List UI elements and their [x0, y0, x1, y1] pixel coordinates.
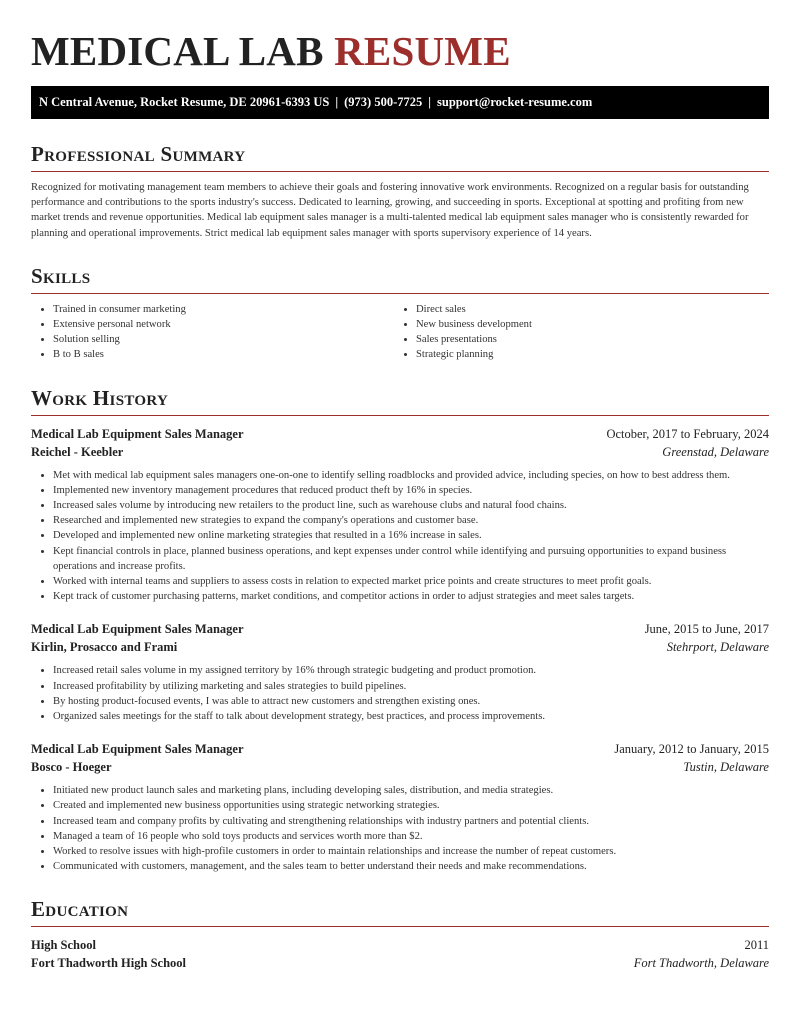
job-bullets [31, 663, 769, 724]
job-bullet: • Managed a team of 16 people who sold toys products and services worth more than $2. [53, 829, 769, 844]
contact-email[interactable]: support@rocket-resume.com [437, 95, 593, 109]
job-bullet: • Organized sales meetings for the staff to talk about development strategy, best practices, and process improvements. [53, 709, 769, 724]
education-degree-row [31, 936, 769, 954]
skills-list [31, 302, 769, 363]
education-entry [31, 936, 769, 972]
job-header-row [31, 425, 769, 443]
job-dates: January, 2012 to January, 2015 [614, 742, 769, 757]
job-bullet: • Developed and implemented new online marketing strategies that resulted in a 16% increase in sales. [53, 528, 769, 543]
resume-page [31, 0, 769, 972]
education-school: Fort Thadworth High School [31, 956, 186, 971]
contact-phone: (973) 500-7725 [344, 95, 423, 109]
education-location: Fort Thadworth, Delaware [633, 956, 769, 971]
skill-item: • Trained in consumer marketing [53, 302, 394, 317]
job-location: Greenstad, Delaware [662, 444, 769, 459]
job-bullet: • Increased sales volume by introducing new retailers to the product line, such as warehouse clubs and natural food chains. [53, 498, 769, 513]
work-heading: Work History [31, 385, 769, 416]
job-title: Medical Lab Equipment Sales Manager [31, 622, 244, 637]
job-bullet: • Increased retail sales volume in my assigned territory by 16% through strategic budgeting and product promotion. [53, 663, 769, 678]
job-company-row [31, 638, 769, 656]
job-company: Kirlin, Prosacco and Frami [31, 640, 178, 655]
education-heading: Education [31, 896, 769, 927]
job-header-row [31, 740, 769, 758]
job-dates: October, 2017 to February, 2024 [606, 426, 769, 441]
job-entry [31, 425, 769, 605]
skills-heading: Skills [31, 263, 769, 294]
job-bullet: • Increased team and company profits by cultivating and strengthening relationships with industry partners and potential clients. [53, 814, 769, 829]
contact-bar [31, 86, 769, 119]
skills-column-left [31, 302, 394, 363]
summary-heading: Professional Summary [31, 141, 769, 172]
job-bullets [31, 468, 769, 605]
job-bullet: • Created and implemented new business opportunities using strategic networking strategies. [53, 798, 769, 813]
summary-section [31, 141, 769, 241]
job-bullet: • Worked to resolve issues with high-profile customers in order to maintain relationships and increase the number of repeat customers. [53, 844, 769, 859]
job-bullet: • Kept track of customer purchasing patterns, market conditions, and competitor actions in order to adjust strategies and meet sales targets. [53, 589, 769, 604]
job-entry [31, 740, 769, 874]
work-section [31, 385, 769, 875]
skill-item: • Strategic planning [416, 347, 757, 362]
job-header-row [31, 620, 769, 638]
title-accent: RESUME [334, 28, 511, 74]
education-school-row [31, 954, 769, 972]
job-dates: June, 2015 to June, 2017 [644, 622, 769, 637]
education-section [31, 896, 769, 972]
summary-text: Recognized for motivating management team members to achieve their goals and fostering innovative work environments. Recognized on a regular basis for outstanding performance and contributions to the sports industry's success. Dedicated to learning, growing, and succeeding in sports. Exceptional at spotting and profiting from new market trends and revenue opportunities. Medical lab equipment sales manager is a multi-talented medical lab equipment sales manager who is consistently rewarded for planning and operational improvements. Strict medical lab equipment sales manager with sports supervisory experience of 14 years. [31, 182, 749, 239]
contact-address: N Central Avenue, Rocket Resume, DE 20961-6393 US [39, 95, 330, 109]
job-bullet: • Implemented new inventory management procedures that reduced product theft by 16% in species. [53, 483, 769, 498]
job-bullet: • Initiated new product launch sales and marketing plans, including developing sales, distribution, and media strategies. [53, 783, 769, 798]
title-main: MEDICAL LAB [31, 28, 324, 74]
job-location: Tustin, Delaware [683, 760, 769, 775]
job-company-row [31, 443, 769, 461]
contact-separator: | [428, 95, 432, 109]
job-entry [31, 620, 769, 724]
job-location: Stehrport, Delaware [666, 640, 769, 655]
skill-item: • Direct sales [416, 302, 757, 317]
skills-section [31, 263, 769, 363]
job-bullet: • Communicated with customers, management, and the sales team to better understand their needs and make recommendations. [53, 859, 769, 874]
education-year: 2011 [744, 938, 769, 953]
skill-item: • Solution selling [53, 332, 394, 347]
job-bullet: • By hosting product-focused events, I was able to attract new customers and strengthen existing ones. [53, 694, 769, 709]
job-bullet: • Increased profitability by utilizing marketing and sales strategies to build pipelines. [53, 679, 769, 694]
job-company-row [31, 758, 769, 776]
job-company: Bosco - Hoeger [31, 760, 112, 775]
skill-item: • New business development [416, 317, 757, 332]
contact-separator: | [335, 95, 339, 109]
job-title: Medical Lab Equipment Sales Manager [31, 426, 244, 441]
job-company: Reichel - Keebler [31, 444, 124, 459]
job-bullet: • Kept financial controls in place, planned business operations, and kept expenses under control while identifying and pursuing opportunities to expand business operations and increase profits. [53, 544, 769, 574]
resume-title [31, 28, 769, 74]
skills-column-right [394, 302, 757, 363]
skill-item: • B to B sales [53, 347, 394, 362]
skill-item: • Sales presentations [416, 332, 757, 347]
job-bullet: • Worked with internal teams and suppliers to assess costs in relation to expected market price points and create structures to meet profit goals. [53, 574, 769, 589]
skill-item: • Extensive personal network [53, 317, 394, 332]
job-bullet: • Met with medical lab equipment sales managers one-on-one to identify selling roadblocks and provided advice, including species, on how to best address them. [53, 468, 769, 483]
job-bullets [31, 783, 769, 874]
job-bullet: • Researched and implemented new strategies to expand the company's operations and customer base. [53, 513, 769, 528]
education-degree: High School [31, 938, 96, 953]
job-title: Medical Lab Equipment Sales Manager [31, 742, 244, 757]
